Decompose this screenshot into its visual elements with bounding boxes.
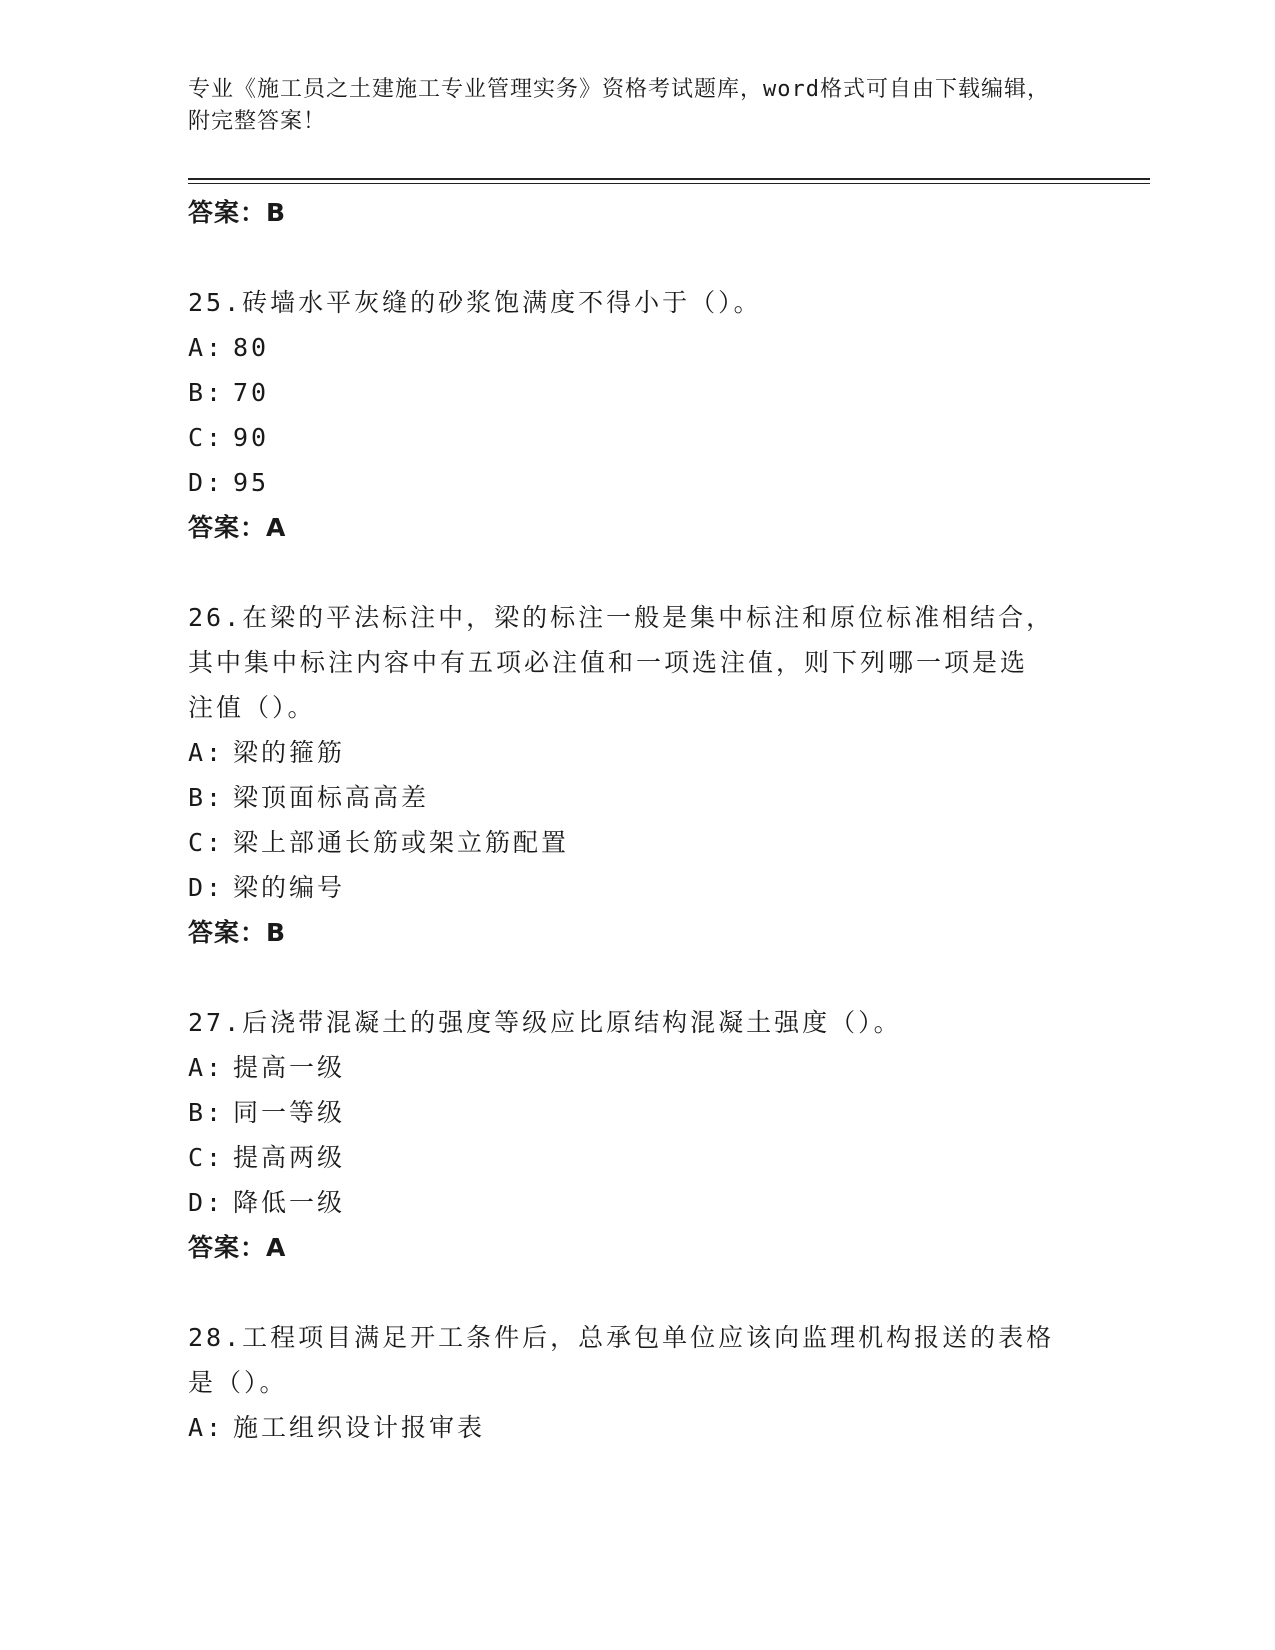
option-label: B:	[188, 378, 225, 407]
question-answer: 答案：A	[188, 513, 287, 542]
question-stem: 27.后浇带混凝土的强度等级应比原结构混凝土强度（）。	[188, 1008, 902, 1037]
option-text: 降低一级	[233, 1188, 346, 1217]
question-stem-line: 是（）。	[188, 1368, 288, 1397]
option-text: 80	[233, 333, 270, 362]
option-label: A:	[188, 738, 225, 767]
option-c	[188, 820, 1088, 865]
question-stem-line: 28.工程项目满足开工条件后，总承包单位应该向监理机构报送的表格	[188, 1323, 1055, 1352]
option-a	[188, 325, 1088, 370]
option-label: D:	[188, 873, 225, 902]
spacer	[188, 550, 1088, 595]
question-stem: 25.砖墙水平灰缝的砂浆饱满度不得小于（）。	[188, 288, 762, 317]
option-label: C:	[188, 1143, 225, 1172]
question-answer: 答案：B	[188, 918, 287, 947]
option-label: C:	[188, 828, 225, 857]
option-c	[188, 1135, 1088, 1180]
option-a	[188, 1045, 1088, 1090]
option-d	[188, 865, 1088, 910]
option-text: 梁顶面标高高差	[233, 783, 430, 812]
question-list	[188, 190, 1088, 1450]
spacer	[188, 955, 1088, 1000]
option-text: 梁上部通长筋或架立筋配置	[233, 828, 570, 857]
option-label: B:	[188, 1098, 225, 1127]
option-d	[188, 460, 1088, 505]
option-text: 同一等级	[233, 1098, 346, 1127]
header-rule-thin	[188, 183, 1150, 184]
option-label: D:	[188, 1188, 225, 1217]
question-answer: 答案：A	[188, 1233, 287, 1262]
page-header-text: 专业《施工员之土建施工专业管理实务》资格考试题库，word格式可自由下载编辑，附完整答案！	[188, 77, 1050, 134]
option-a	[188, 730, 1088, 775]
option-text: 梁的箍筋	[233, 738, 346, 767]
option-c	[188, 415, 1088, 460]
previous-answer: 答案：B	[188, 198, 287, 227]
option-b	[188, 370, 1088, 415]
spacer	[188, 1270, 1088, 1315]
option-label: C:	[188, 423, 225, 452]
option-label: A:	[188, 1413, 225, 1442]
option-label: A:	[188, 333, 225, 362]
option-text: 90	[233, 423, 270, 452]
option-b	[188, 1090, 1088, 1135]
question-28	[188, 1315, 1088, 1450]
option-label: A:	[188, 1053, 225, 1082]
option-a	[188, 1405, 1088, 1450]
option-text: 施工组织设计报审表	[233, 1413, 486, 1442]
question-stem-line: 注值（）。	[188, 693, 316, 722]
option-d	[188, 1180, 1088, 1225]
spacer	[188, 235, 1088, 280]
question-26	[188, 595, 1088, 955]
option-text: 提高一级	[233, 1053, 346, 1082]
header-rule-thick	[188, 178, 1150, 180]
option-text: 提高两级	[233, 1143, 346, 1172]
option-text: 70	[233, 378, 270, 407]
option-text: 梁的编号	[233, 873, 346, 902]
option-label: D:	[188, 468, 225, 497]
option-label: B:	[188, 783, 225, 812]
option-text: 95	[233, 468, 270, 497]
question-stem-line: 26.在梁的平法标注中，梁的标注一般是集中标注和原位标准相结合，	[188, 603, 1055, 632]
question-25	[188, 280, 1088, 550]
option-b	[188, 775, 1088, 820]
question-stem-line: 其中集中标注内容中有五项必注值和一项选注值，则下列哪一项是选	[188, 648, 1029, 677]
question-27	[188, 1000, 1088, 1270]
